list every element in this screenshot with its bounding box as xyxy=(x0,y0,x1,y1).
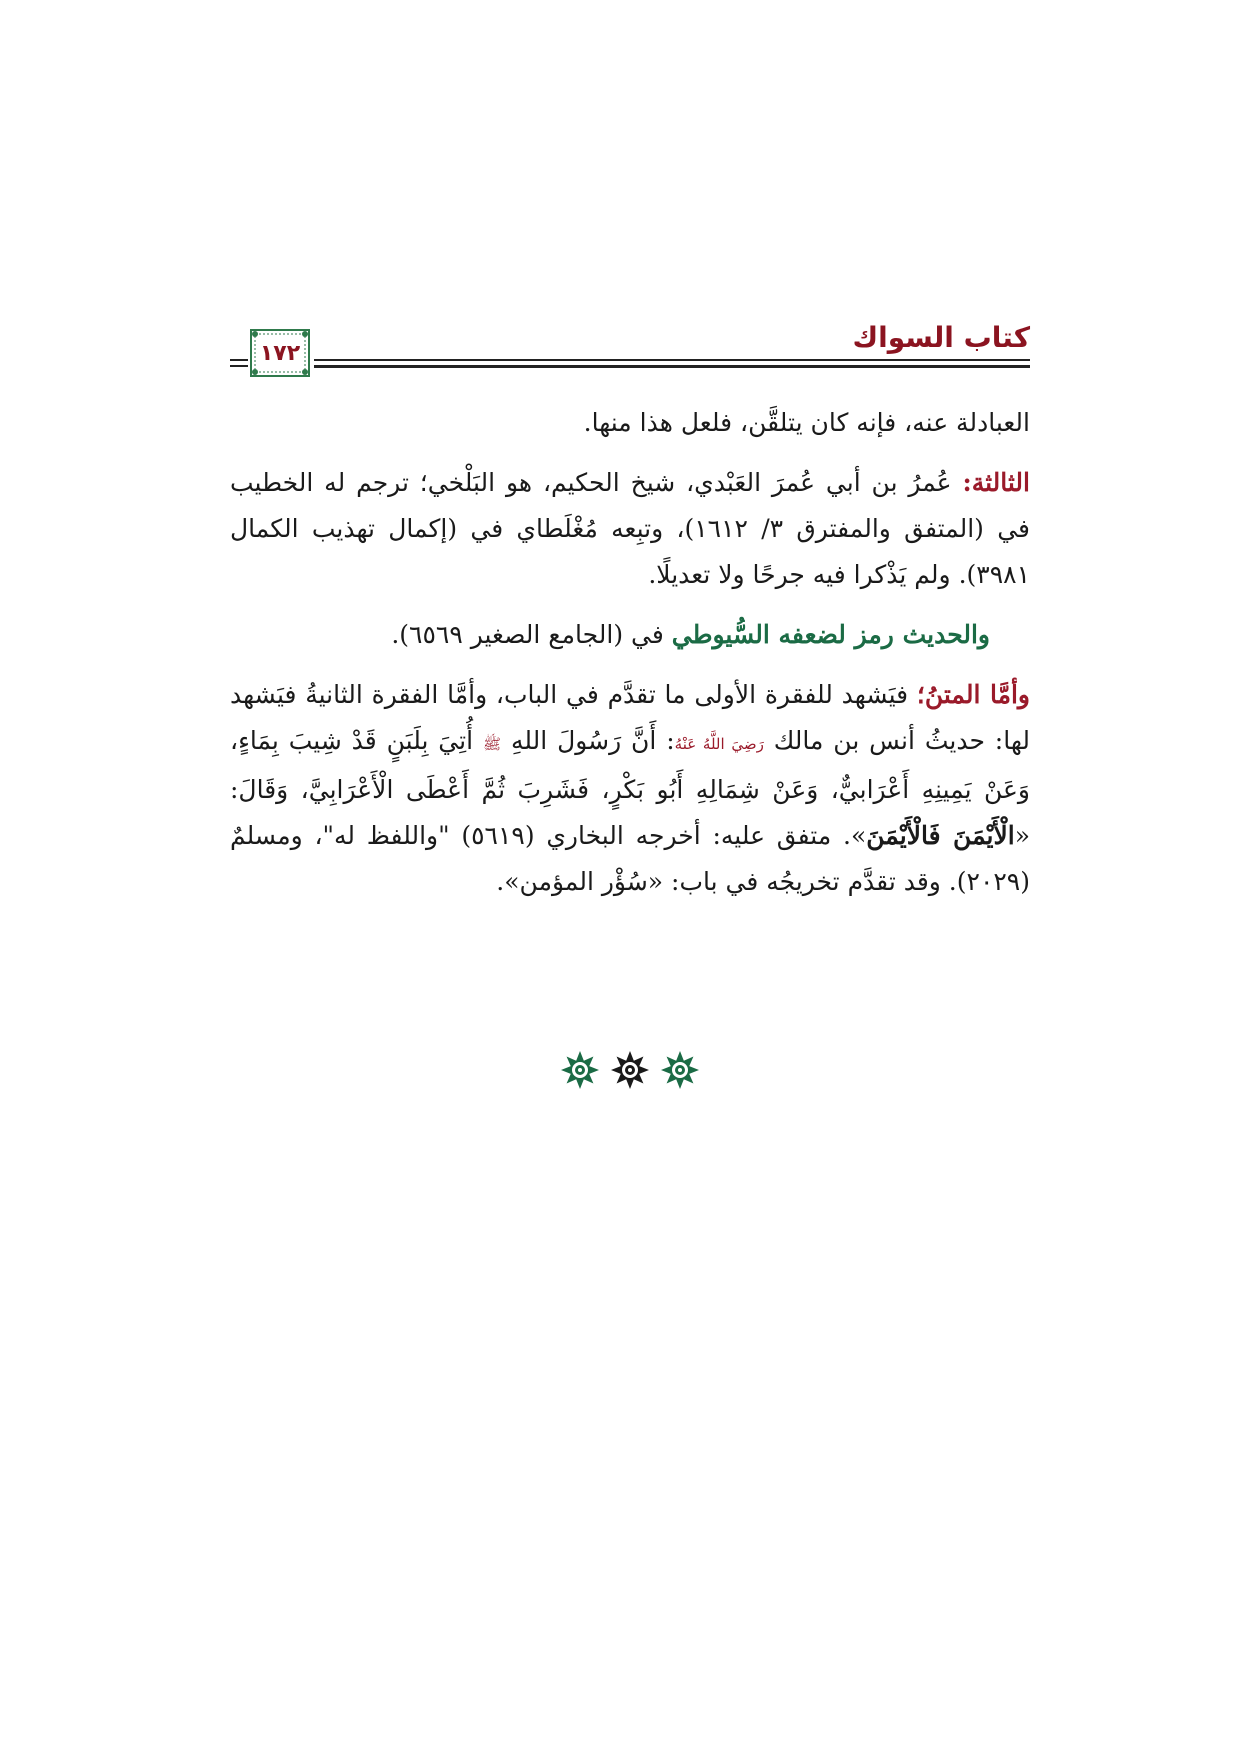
paragraph-4-text-3: أُتِيَ بِلَبَنٍ قَدْ شِيبَ بِمَاءٍ، وَعَنْ يَمِينِهِ أَعْرَابيٌّ، وَعَنْ شِمَالِهِ أَبُو بَكْرٍ، فَشَرِبَ ثُمَّ أَعْطَى الْأَعْرَابِيَّ، وَقَالَ: « xyxy=(230,726,1030,850)
honorific-salla: ﷺ xyxy=(482,735,502,753)
paragraph-4 xyxy=(230,672,1030,905)
paragraph-1-text: العبادلة عنه، فإنه كان يتلقَّن، فلعل هذا منها. xyxy=(583,408,1030,437)
paragraph-2-label: الثالثة: xyxy=(962,468,1030,497)
paragraph-4-text-4: ». متفق عليه: أخرجه البخاري (٥٦١٩) "واللفظ له"، ومسلمٌ (٢٠٢٩). وقد تقدَّم تخريجُه في باب: «سُؤْر المؤمن». xyxy=(230,821,1030,896)
paragraph-4-text-2: : أَنَّ رَسُولَ اللهِ xyxy=(501,726,675,755)
star-ornament-icon xyxy=(660,1050,700,1090)
honorific-radiallahu: رَضِيَ اللَّهُ عَنْهُ xyxy=(674,735,764,753)
page-body xyxy=(230,400,1030,919)
paragraph-4-text-1: فيَشهد للفقرة الأولى ما تقدَّم في الباب، وأمَّا الفقرة الثانيةُ فيَشهد لها: حديثُ أنس بن مالك xyxy=(230,680,1030,755)
star-ornament-icon xyxy=(560,1050,600,1090)
paragraph-2-text: عُمرُ بن أبي عُمرَ العَبْدي، شيخ الحكيم، هو البَلْخي؛ ترجم له الخطيب في (المتفق والمفترق ٣/ ١٦١٢)، وتبِعه مُغْلَطاي في (إكمال تهذيب الكمال ٣٩٨١). ولم يَذْكرا فيه جرحًا ولا تعديلًا. xyxy=(230,468,1030,589)
header-rule-bottom xyxy=(314,365,1030,368)
paragraph-4-label: وأمَّا المتنُ؛ xyxy=(916,680,1030,709)
header-rule-stub-top xyxy=(230,359,248,361)
header-rule-stub-bottom xyxy=(230,365,248,367)
page-number-badge xyxy=(250,329,310,377)
paragraph-3 xyxy=(230,612,1030,658)
paragraph-3-text: في (الجامع الصغير ٦٥٦٩). xyxy=(391,620,672,649)
paragraph-4-bold: الْأَيْمَنَ فَالْأَيْمَنَ xyxy=(866,821,1015,850)
page-number: ١٧٢ xyxy=(259,340,301,366)
page-header xyxy=(230,315,1030,389)
header-rule-top xyxy=(314,359,1030,361)
book-title: كتاب السواك xyxy=(852,321,1030,354)
star-ornament-icon xyxy=(610,1050,650,1090)
paragraph-3-highlight: والحديث رمز لضعفه السُّيوطي xyxy=(671,620,990,649)
paragraph-2 xyxy=(230,460,1030,598)
section-divider-ornaments xyxy=(560,1050,700,1098)
paragraph-1 xyxy=(230,400,1030,446)
